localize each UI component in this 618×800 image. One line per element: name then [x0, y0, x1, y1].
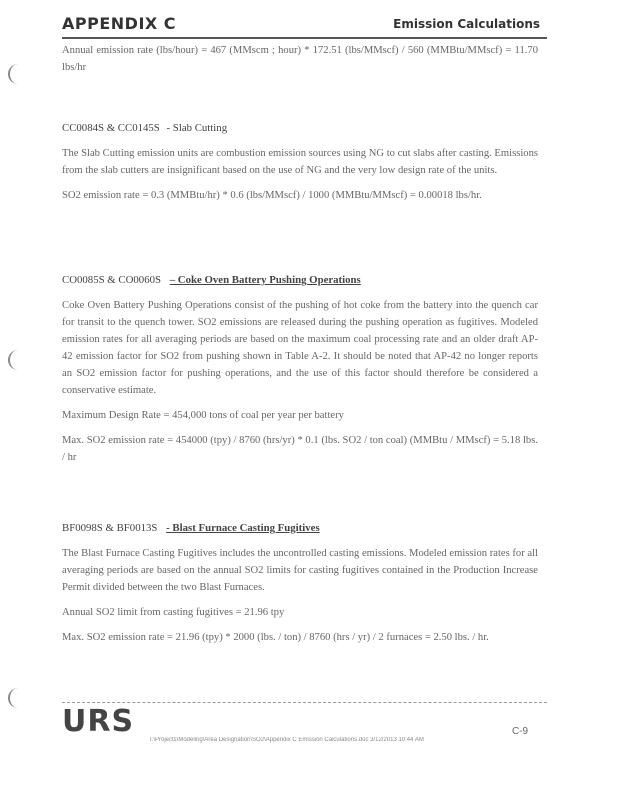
- section-coke-oven-pushing: [62, 272, 538, 466]
- binder-hole-mark: [8, 350, 24, 370]
- section-equation: Max. SO2 emission rate = 454000 (tpy) / 8760 (hrs/yr) * 0.1 (lbs. SO2 / ton coal) (MMBtu / MMscf) = 5.18 lbs. / hr: [62, 435, 538, 463]
- section-paragraph: The Blast Furnace Casting Fugitives includes the uncontrolled casting emissions. Modeled emission rates for all averaging periods are based on the annual SO2 limits for casting fugitives contained in the Production Increase Permit divided between the two Blast Furnaces.: [62, 548, 538, 593]
- section-heading: [62, 520, 538, 537]
- section-code: BF0098S & BF0013S: [62, 522, 158, 534]
- top-continuation: [62, 42, 538, 76]
- header-appendix-title: APPENDIX C: [62, 14, 177, 33]
- section-heading: [62, 120, 538, 137]
- header-section-title: Emission Calculations: [393, 17, 540, 31]
- footer-rule: [62, 702, 547, 703]
- urs-logo: URS: [62, 704, 135, 739]
- section-name: - Blast Furnace Casting Fugitives: [166, 522, 320, 534]
- section-code: CC0084S & CC0145S: [62, 122, 160, 134]
- section-equation: SO2 emission rate = 0.3 (MMBtu/hr) * 0.6 (lbs/MMscf) / 1000 (MMBtu/MMscf) = 0.00018 lbs/hr.: [62, 190, 482, 201]
- section-blast-furnace-casting: [62, 520, 538, 646]
- section-paragraph: The Slab Cutting emission units are combustion emission sources using NG to cut slabs after casting. Emissions from the slab cutters are insignificant based on the use of NG and the very low design rate of the units.: [62, 148, 538, 176]
- section-name: – Coke Oven Battery Pushing Operations: [169, 274, 361, 286]
- section-slab-cutting: [62, 120, 538, 204]
- binder-hole-mark: [8, 64, 24, 84]
- continuation-text: Annual emission rate (lbs/hour) = 467 (MMscm ; hour) * 172.51 (lbs/MMscf) / 560 (MMBtu/MMscf) = 11.70 lbs/hr: [62, 45, 538, 73]
- section-heading: [62, 272, 538, 289]
- section-design-rate: Maximum Design Rate = 454,000 tons of coal per year per battery: [62, 410, 344, 421]
- section-paragraph: Coke Oven Battery Pushing Operations consist of the pushing of hot coke from the battery into the quench car for transit to the quench tower. SO2 emissions are released during the pushing operation as fugitives. Modeled emission rates for all averaging periods are based on the maximum coal processing rate and an older draft AP-42 emission factor for SO2 from pushing shown in Table A-2. It should be noted that AP-42 no longer reports an SO2 emission factor for pushing operations, and the use of this factor should therefore be considered a conservative estimate.: [62, 300, 538, 396]
- section-code: CO0085S & CO0060S: [62, 274, 161, 286]
- section-name: - Slab Cutting: [166, 122, 228, 134]
- page-number: C-9: [512, 726, 529, 737]
- section-annual-limit: Annual SO2 limit from casting fugitives = 21.96 tpy: [62, 607, 285, 618]
- header-rule: [62, 37, 547, 39]
- footer-file-path: I:\Projects\Modeling\Area Designation\SO2\Appendix C Emission Calculations.doc 3/12/2013 10:44 AM: [150, 737, 424, 743]
- binder-hole-mark: [8, 688, 24, 708]
- section-equation: Max. SO2 emission rate = 21.96 (tpy) * 2000 (lbs. / ton) / 8760 (hrs / yr) / 2 furnaces = 2.50 lbs. / hr.: [62, 632, 489, 643]
